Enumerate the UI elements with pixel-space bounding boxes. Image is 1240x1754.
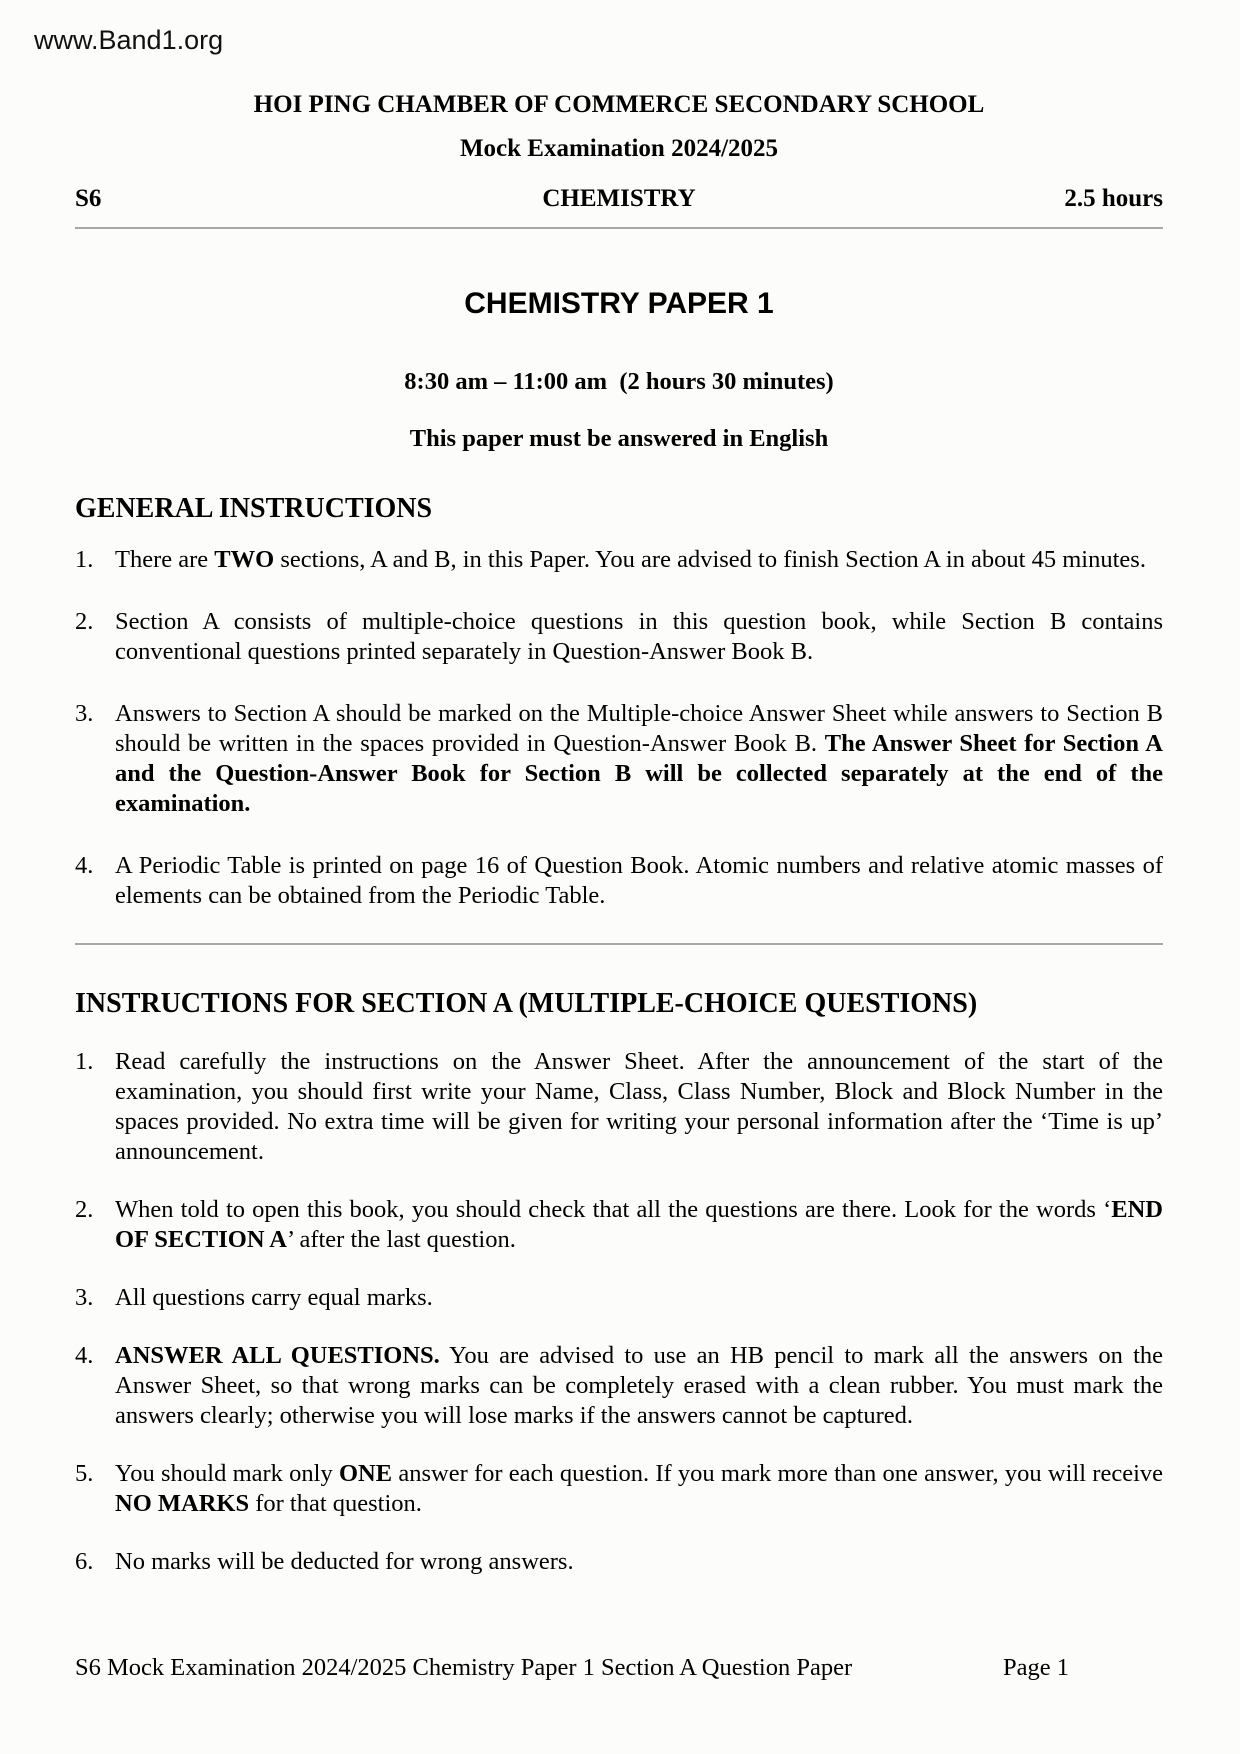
item-number: 2.	[75, 608, 94, 635]
item-text: Section A consists of multiple-choice questions in this question book, while Section B contains conventional questions printed separately in Question-Answer Book B.	[115, 608, 1163, 665]
school-name: HOI PING CHAMBER OF COMMERCE SECONDARY SCHOOL	[253, 91, 985, 118]
subject-name: CHEMISTRY	[542, 185, 696, 212]
item-text: A Periodic Table is printed on page 16 of Question Book. Atomic numbers and relative atomic masses of elements can be obtained from the Periodic Table.	[115, 852, 1163, 909]
instruction-item	[75, 699, 1163, 819]
item-text: No marks will be deducted for wrong answers.	[115, 1548, 574, 1575]
page-number: Page 1	[1003, 1654, 1069, 1681]
page-footer	[75, 1653, 1163, 1683]
general-instructions-section	[75, 492, 1163, 911]
item-text: You should mark only ONE answer for each question. If you mark more than one answer, you will receive NO MARKS for that question.	[115, 1460, 1163, 1517]
item-text: ANSWER ALL QUESTIONS. You are advised to use an HB pencil to mark all the answers on the Answer Sheet, so that wrong marks can be completely erased with a clean rubber. You must mark the answers clearly; otherwise you will lose marks if the answers cannot be captured.	[115, 1342, 1164, 1429]
header-meta-row	[75, 184, 1163, 214]
instruction-item	[75, 607, 1163, 667]
item-text: Read carefully the instructions on the Answer Sheet. After the announcement of the start of the examination, you should first write your Name, Class, Class Number, Block and Block Number in the spaces provided. No extra time will be given for writing your personal information after the ‘Time is up’ announcement.	[115, 1048, 1163, 1165]
header-divider	[75, 227, 1163, 229]
general-instructions-heading: GENERAL INSTRUCTIONS	[75, 493, 433, 524]
general-instructions-list	[75, 545, 1163, 911]
item-number: 3.	[75, 700, 94, 727]
item-number: 3.	[75, 1284, 94, 1311]
instruction-item	[75, 1459, 1163, 1519]
item-text: Answers to Section A should be marked on the Multiple-choice Answer Sheet while answers to Section B should be written in the spaces provided in Question-Answer Book B. The Answer Sheet for Section A and the Question-Answer Book for Section B will be collected separately at the end of the examination.	[115, 700, 1163, 817]
watermark-text: www.Band1.org	[34, 25, 224, 55]
section-divider	[75, 943, 1163, 945]
item-text: All questions carry equal marks.	[115, 1284, 433, 1311]
title-block	[75, 285, 1163, 454]
instruction-item	[75, 851, 1163, 911]
section-a-heading: INSTRUCTIONS FOR SECTION A (MULTIPLE-CHOICE QUESTIONS)	[75, 988, 978, 1019]
instruction-item	[75, 1547, 1163, 1577]
item-number: 4.	[75, 1342, 94, 1369]
instruction-item	[75, 545, 1163, 575]
item-number: 6.	[75, 1548, 94, 1575]
language-note: This paper must be answered in English	[409, 425, 829, 452]
item-number: 4.	[75, 852, 94, 879]
section-a-instructions-section	[75, 987, 1163, 1577]
class-level: S6	[75, 185, 102, 212]
instruction-item	[75, 1341, 1163, 1431]
item-text: There are TWO sections, A and B, in this Paper. You are advised to finish Section A in about 45 minutes.	[115, 546, 1146, 573]
section-a-instructions-list	[75, 1047, 1163, 1577]
exam-duration: 2.5 hours	[1064, 185, 1163, 212]
instruction-item	[75, 1047, 1163, 1167]
session-time: 8:30 am – 11:00 am (2 hours 30 minutes)	[404, 368, 834, 395]
item-number: 5.	[75, 1460, 94, 1487]
footer-text: S6 Mock Examination 2024/2025 Chemistry Paper 1 Section A Question Paper	[75, 1654, 853, 1681]
item-number: 1.	[75, 1048, 94, 1075]
paper-header	[75, 90, 1163, 214]
instruction-item	[75, 1195, 1163, 1255]
instruction-item	[75, 1283, 1163, 1313]
item-text: When told to open this book, you should check that all the questions are there. Look for the words ‘END OF SECTION A’ after the last question.	[115, 1196, 1163, 1253]
exam-title: Mock Examination 2024/2025	[459, 135, 779, 162]
paper-title: CHEMISTRY PAPER 1	[464, 287, 774, 320]
item-number: 1.	[75, 546, 94, 573]
item-number: 2.	[75, 1196, 94, 1223]
